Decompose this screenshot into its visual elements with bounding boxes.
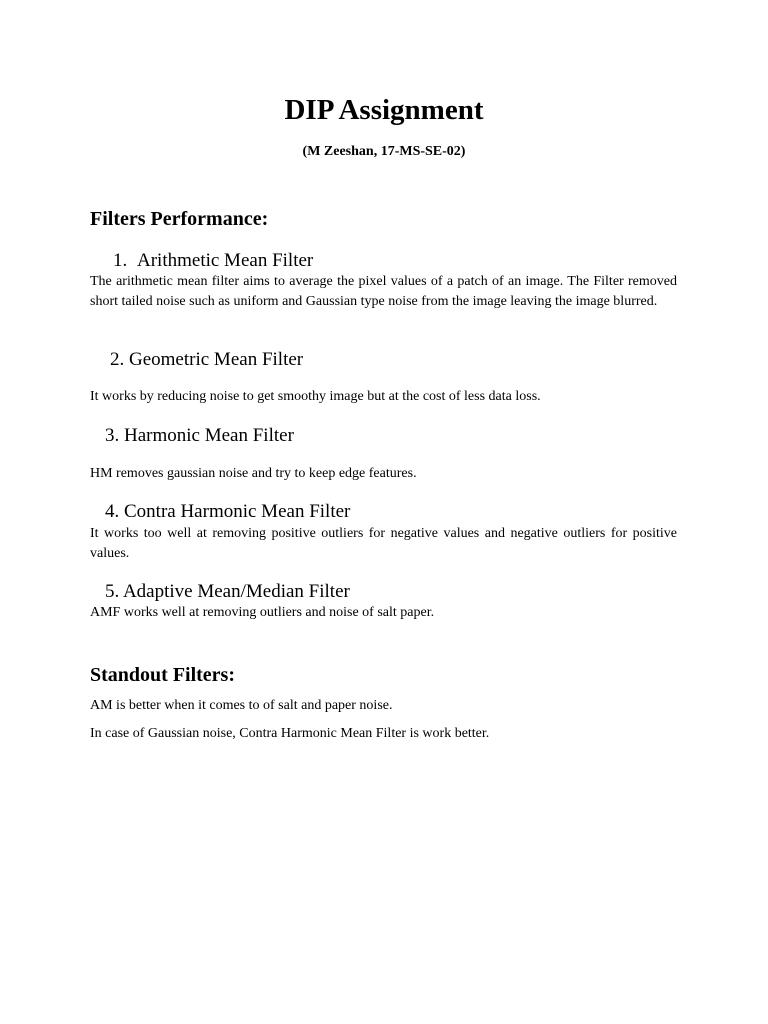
filter-heading-geometric bbox=[110, 348, 303, 372]
filter-number: 2. bbox=[110, 349, 125, 370]
filter-name: Arithmetic Mean Filter bbox=[137, 250, 314, 271]
document-title: DIP Assignment bbox=[284, 94, 484, 126]
filter-description-arithmetic: The arithmetic mean filter aims to average the pixel values of a patch of an image. The Filter removed short tailed noise such as uniform and Gaussian type noise from the image leaving the image blurred. bbox=[90, 274, 677, 309]
filter-name: Harmonic Mean Filter bbox=[124, 425, 294, 446]
filter-description-geometric: It works by reducing noise to get smoothy image but at the cost of less data loss. bbox=[90, 389, 541, 404]
standout-paragraph: In case of Gaussian noise, Contra Harmonic Mean Filter is work better. bbox=[90, 726, 490, 741]
filter-description-adaptive: AMF works well at removing outliers and noise of salt paper. bbox=[90, 605, 435, 620]
filter-heading-arithmetic bbox=[113, 249, 313, 273]
standout-filters-heading: Standout Filters: bbox=[90, 664, 235, 686]
filter-description-contra-harmonic: It works too well at removing positive outliers for negative values and negative outliers for positive values. bbox=[90, 526, 677, 561]
standout-paragraph: AM is better when it comes to of salt and paper noise. bbox=[90, 698, 393, 713]
filter-name: Geometric Mean Filter bbox=[129, 349, 304, 370]
filter-number: 1. bbox=[113, 250, 128, 271]
filter-description-harmonic: HM removes gaussian noise and try to keep edge features. bbox=[90, 466, 417, 481]
filter-number: 4. bbox=[105, 501, 120, 522]
filters-performance-heading: Filters Performance: bbox=[90, 208, 269, 230]
filter-name: Contra Harmonic Mean Filter bbox=[124, 501, 351, 522]
filter-heading-contra-harmonic bbox=[105, 500, 350, 524]
filter-heading-adaptive bbox=[105, 580, 350, 604]
document-subtitle: (M Zeeshan, 17-MS-SE-02) bbox=[302, 144, 466, 159]
filter-number: 3. bbox=[105, 425, 120, 446]
filter-name: Adaptive Mean/Median Filter bbox=[122, 581, 350, 602]
filter-number: 5. bbox=[105, 581, 120, 602]
filter-heading-harmonic bbox=[105, 424, 294, 448]
